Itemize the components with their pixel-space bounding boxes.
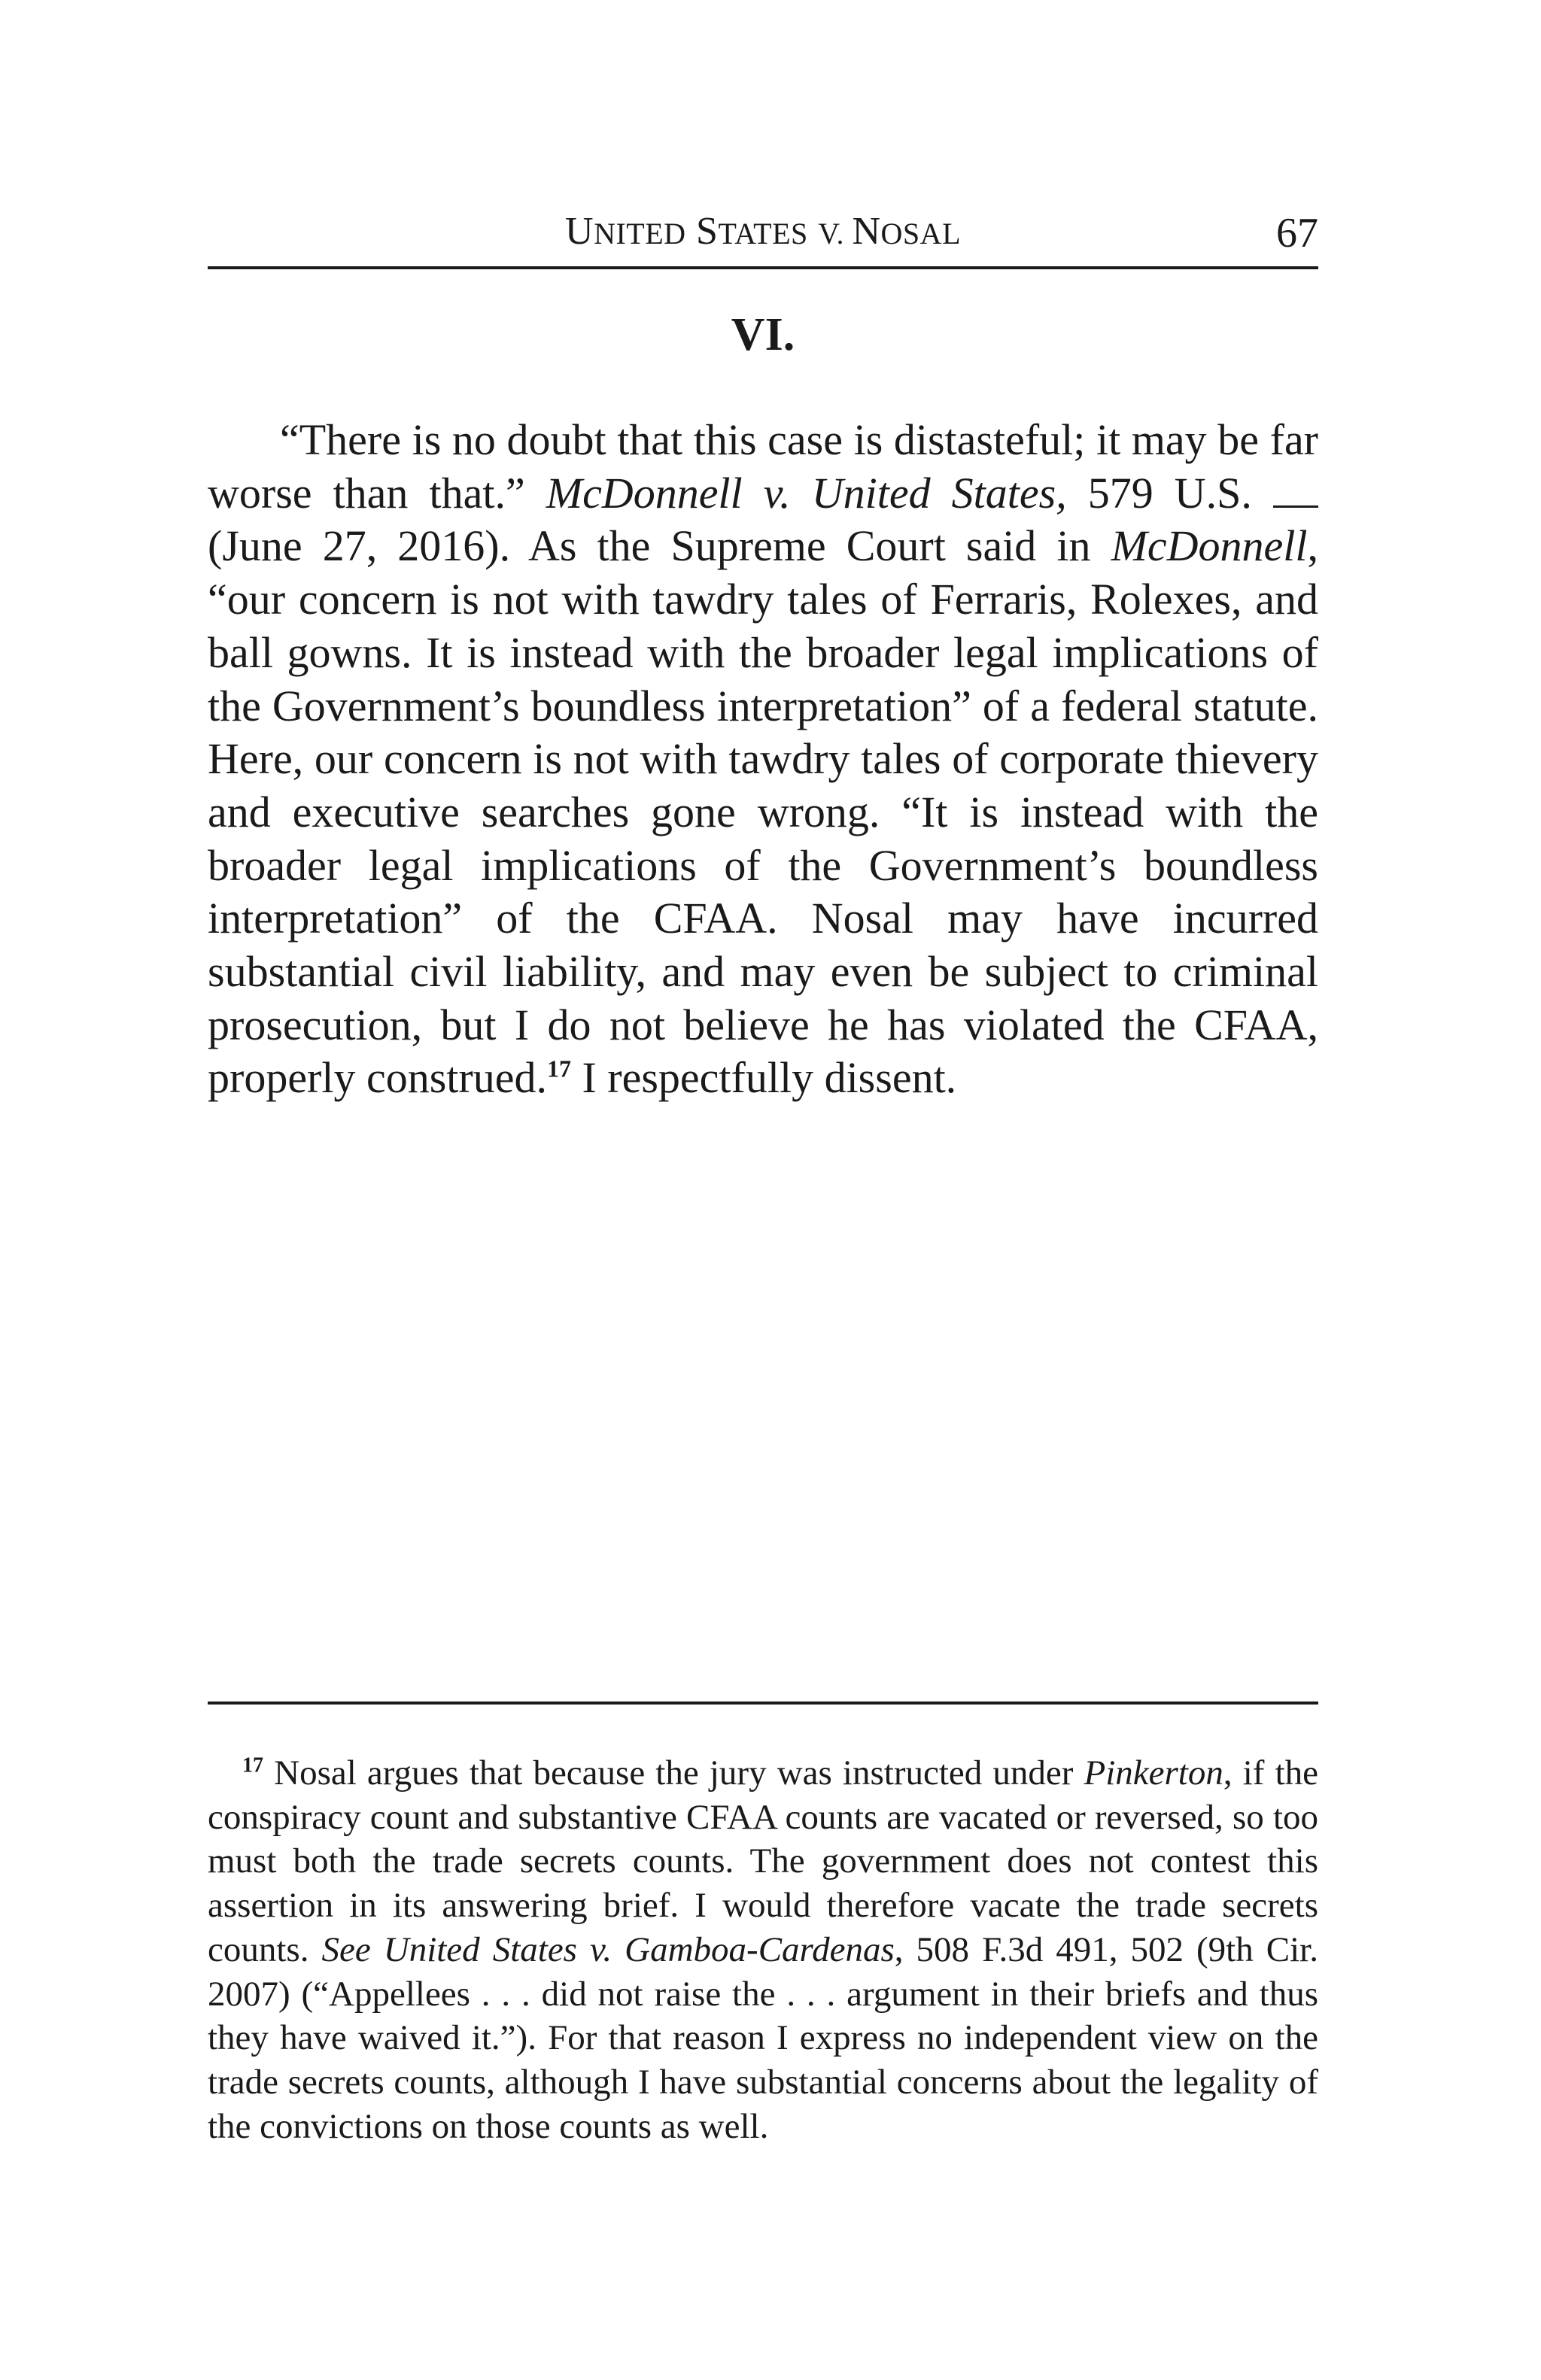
title-initial-s: S bbox=[696, 210, 719, 253]
citation-page-blank bbox=[1273, 472, 1318, 508]
title-smallcaps-osal: OSAL bbox=[880, 217, 961, 250]
body-text-2: 579 U.S. bbox=[1066, 468, 1273, 518]
body-text-5: I respectfully dissent. bbox=[570, 1053, 957, 1103]
title-smallcaps-nited: NITED bbox=[594, 217, 686, 250]
footnote-divider bbox=[208, 1702, 1318, 1705]
case-name-pinkerton: Pinkerton bbox=[1084, 1753, 1223, 1793]
title-initial-n: N bbox=[852, 210, 881, 253]
body-text-4: , “our concern is not with tawdry tales of Ferraris, Rolexes, and ball gowns. It is instead with the broader legal implications of the Government’s boundless interpretation” of a federal statute. Here, our concern is not with tawdry tales of corporate thievery and executive searches gone wrong. “It is instead with the broader legal implications of the Government’s boundless interpretation” of the CFAA. Nosal may have incurred substantial civil liability, and may even be subject to criminal prosecution, but I do not believe he has violated the CFAA, properly construed. bbox=[208, 521, 1318, 1103]
footnote bbox=[208, 1751, 1318, 2148]
footnote-text-2: , if the conspiracy count and substantive CFAA counts are vacated or reversed, so too must both the trade secrets counts. The government does not contest this assertion in its answering brief. I would therefore vacate the trade secrets counts. bbox=[208, 1753, 1318, 1969]
running-header bbox=[208, 203, 1318, 269]
body-text-3: (June 27, 2016). As the Supreme Court said in bbox=[208, 521, 1111, 571]
case-citation-gamboa: See United States v. Gamboa-Cardenas bbox=[321, 1929, 895, 1969]
footnote-text-1: Nosal argues that because the jury was instructed under bbox=[263, 1753, 1084, 1793]
body-paragraph bbox=[208, 414, 1318, 1105]
running-title bbox=[208, 209, 1318, 253]
page-number: 67 bbox=[1276, 210, 1318, 257]
footnote-text-3: , 508 F.3d 491, 502 (9th Cir. 2007) (“Appellees . . . did not raise the . . . argument in their briefs and thus they have waived it.”). For that reason I express no independent view on the trade secrets counts, although I have substantial concerns about the legality of the convictions on those counts as well. bbox=[208, 1929, 1318, 2146]
footnote-reference[interactable]: 17 bbox=[546, 1055, 571, 1083]
footnote-number: 17 bbox=[242, 1753, 263, 1777]
title-smallcaps-tates: TATES bbox=[718, 217, 808, 250]
case-citation-mcdonnell: McDonnell v. United States, bbox=[546, 468, 1067, 518]
body-text-1: “There is no doubt that this case is distasteful; it may be far worse than that.” bbox=[208, 415, 1318, 518]
title-smallcaps-v: V. bbox=[818, 217, 853, 250]
title-initial-u: U bbox=[565, 210, 594, 253]
section-heading: VI. bbox=[731, 309, 795, 360]
case-name-mcdonnell: McDonnell bbox=[1111, 521, 1308, 571]
